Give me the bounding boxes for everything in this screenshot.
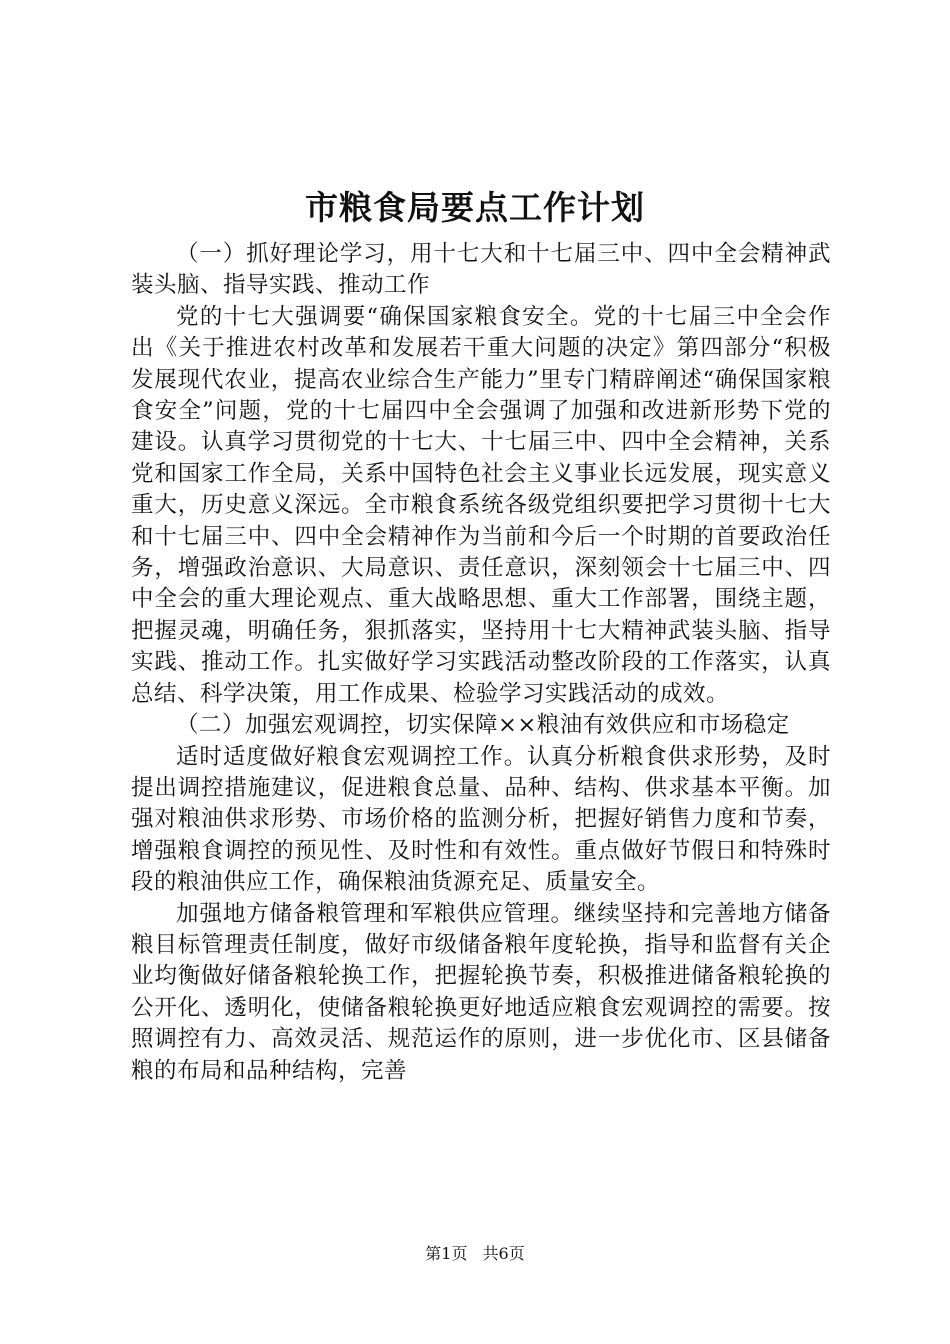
body-paragraph-2: 适时适度做好粮食宏观调控工作。认真分析粮食供求形势，及时提出调控措施建议，促进粮食总量、品种、结构、供求基本平衡。加强对粮油供求形势、市场价格的监测分析，把握好销售力度和节奏，增强粮食调控的预见性、及时性和有效性。重点做好节假日和特殊时段的粮油供应工作，确保粮油货源充足、质量安全。	[131, 743, 831, 896]
body-paragraph-3: 加强地方储备粮管理和军粮供应管理。继续坚持和完善地方储备粮目标管理责任制度，做好市级储备粮年度轮换，指导和监督有关企业均衡做好储备粮轮换工作，把握轮换节奏，积极推进储备粮轮换的公开化、透明化，使储备粮轮换更好地适应粮食宏观调控的需要。按照调控有力、高效灵活、规范运作的原则，进一步优化市、区县储备粮的布局和品种结构，完善	[131, 900, 831, 1084]
document-title: 市粮食局要点工作计划	[305, 188, 645, 227]
page-footer	[0, 1243, 950, 1265]
section-heading-1: （一）抓好理论学习，用十七大和十七届三中、四中全会精神武装头脑、指导实践、推动工作	[131, 241, 831, 299]
page-number: 第1页	[425, 1244, 468, 1263]
body-paragraph-1: 党的十七大强调要“确保国家粮食安全。党的十七届三中全会作出《关于推进农村改革和发展若干重大问题的决定》第四部分“积极发展现代农业，提高农业综合生产能力”里专门精辟阐述“确保国家粮食安全”问题，党的十七届四中全会强调了加强和改进新形势下党的建设。认真学习贯彻党的十七大、十七届三中、四中全会精神，关系党和国家工作全局，关系中国特色社会主义事业长远发展，现实意义重大，历史意义深远。全市粮食系统各级党组织要把学习贯彻十七大和十七届三中、四中全会精神作为当前和今后一个时期的首要政治任务，增强政治意识、大局意识、责任意识，深刻领会十七届三中、四中全会的重大理论观点、重大战略思想、重大工作部署，围绕主题，把握灵魂，明确任务，狠抓落实，坚持用十七大精神武装头脑、指导实践、推动工作。扎实做好学习实践活动整改阶段的工作落实，认真总结、科学决策，用工作成果、检验学习实践活动的成效。	[131, 303, 831, 707]
document-body	[131, 239, 831, 1087]
section-heading-2: （二）加强宏观调控，切实保障××粮油有效供应和市场稳定	[176, 712, 790, 739]
page-total: 共6页	[482, 1244, 525, 1263]
